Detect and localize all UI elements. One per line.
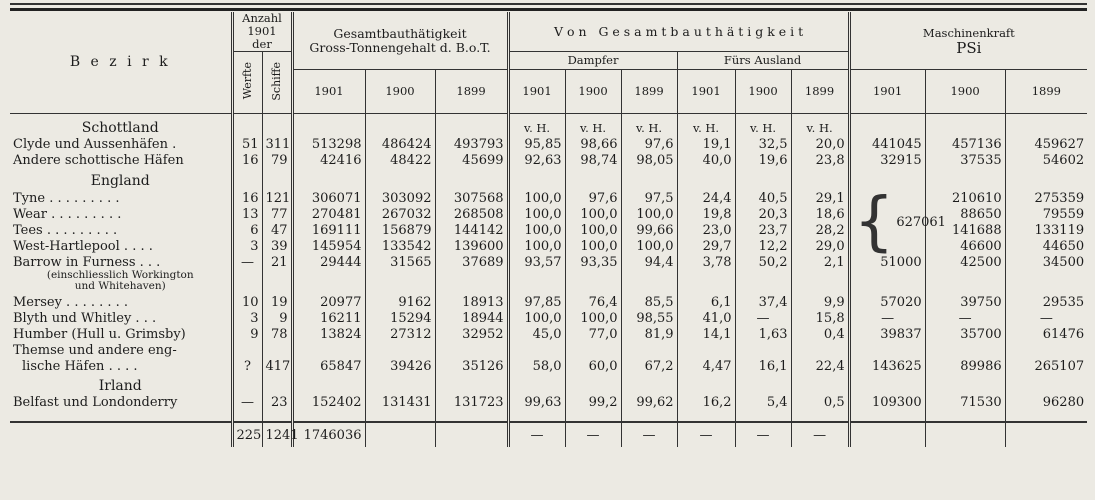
top-rule xyxy=(10,3,1087,5)
cell-g1899: 18913 xyxy=(435,294,508,310)
cell-werfte: 51 xyxy=(232,136,262,152)
cell-g1900: 303092 xyxy=(365,190,435,206)
cell-schiffe: 47 xyxy=(262,222,292,238)
cell-a1901: 41,0 xyxy=(677,310,735,326)
cell-m1901: 39837 xyxy=(849,326,925,342)
total-dash: — xyxy=(735,422,791,447)
cell-schiffe: 417 xyxy=(262,358,292,374)
cell-g1900: 267032 xyxy=(365,206,435,222)
cell-m1900: 39750 xyxy=(925,294,1005,310)
cell-schiffe: 9 xyxy=(262,310,292,326)
cell-werfte: 9 xyxy=(232,326,262,342)
cell-a1901: 24,4 xyxy=(677,190,735,206)
table-row xyxy=(10,254,1087,270)
cell-g1900: 27312 xyxy=(365,326,435,342)
cell-g1899: 37689 xyxy=(435,254,508,270)
cell-g1901: 306071 xyxy=(292,190,365,206)
row-name: Tyne . . . . . . . . . xyxy=(13,190,120,206)
cell-g1900: 31565 xyxy=(365,254,435,270)
cell-a1900: 37,4 xyxy=(735,294,791,310)
cell-m1901: — xyxy=(849,310,925,326)
cell-m1901: 57020 xyxy=(849,294,925,310)
cell-a1899: 0,5 xyxy=(791,394,849,410)
cell-a1900: 16,1 xyxy=(735,358,791,374)
table-row xyxy=(10,326,1087,342)
cell-a1899: 18,6 xyxy=(791,206,849,222)
cell-g1901: 513298 xyxy=(292,136,365,152)
cell-d1901: 100,0 xyxy=(508,190,565,206)
cell-m1899: — xyxy=(1005,310,1087,326)
cell-a1901: 4,47 xyxy=(677,358,735,374)
header-gesamt: Gesamtbauthätigkeit Gross-Tonnengehalt d. B.o.T. xyxy=(292,12,508,70)
cell-m1901: 32915 xyxy=(849,152,925,168)
cell-m1900: 35700 xyxy=(925,326,1005,342)
total-dash: — xyxy=(565,422,621,447)
cell-d1900: 100,0 xyxy=(565,206,621,222)
row-name: Belfast und Londonderry xyxy=(13,394,178,410)
cell-werfte: 3 xyxy=(232,310,262,326)
cell-g1901: 145954 xyxy=(292,238,365,254)
brace-icon: { xyxy=(853,185,895,259)
cell-g1901: 169111 xyxy=(292,222,365,238)
cell-a1899: 0,4 xyxy=(791,326,849,342)
cell-g1900: 48422 xyxy=(365,152,435,168)
cell-g1899: 144142 xyxy=(435,222,508,238)
total-schiffe: 1241 xyxy=(262,422,292,447)
cell-d1899: 81,9 xyxy=(621,326,677,342)
total-dash: — xyxy=(791,422,849,447)
cell-g1899: 307568 xyxy=(435,190,508,206)
cell-a1899: 28,2 xyxy=(791,222,849,238)
cell-g1901: 29444 xyxy=(292,254,365,270)
combined-maschine-cell xyxy=(849,185,946,259)
cell-m1900: 141688 xyxy=(925,222,1005,238)
cell-d1901: 92,63 xyxy=(508,152,565,168)
cell-g1900: 156879 xyxy=(365,222,435,238)
cell-schiffe: 79 xyxy=(262,152,292,168)
cell-g1899: 131723 xyxy=(435,394,508,410)
unit-label: v. H. xyxy=(621,114,677,137)
unit-label: v. H. xyxy=(565,114,621,137)
total-dash: — xyxy=(677,422,735,447)
cell-a1901: 3,78 xyxy=(677,254,735,270)
cell-werfte: 3 xyxy=(232,238,262,254)
year-header: 1899 xyxy=(791,70,849,114)
cell-d1901: 45,0 xyxy=(508,326,565,342)
cell-a1901: 40,0 xyxy=(677,152,735,168)
year-header: 1900 xyxy=(925,70,1005,114)
row-name-themse-2: lische Häfen . . . . xyxy=(22,358,138,374)
cell-m1900: 42500 xyxy=(925,254,1005,270)
table-row xyxy=(10,152,1087,168)
cell-a1901: 19,1 xyxy=(677,136,735,152)
cell-a1900: 20,3 xyxy=(735,206,791,222)
shipbuilding-table xyxy=(10,12,1087,447)
cell-m1899: 29535 xyxy=(1005,294,1087,310)
year-header: 1899 xyxy=(1005,70,1087,114)
group-label-irland: Irland xyxy=(98,377,142,394)
cell-a1900: 32,5 xyxy=(735,136,791,152)
cell-g1899: 45699 xyxy=(435,152,508,168)
unit-label: v. H. xyxy=(508,114,565,137)
cell-d1899: 100,0 xyxy=(621,238,677,254)
row-name: Mersey . . . . . . . . xyxy=(13,294,129,310)
cell-d1899: 97,6 xyxy=(621,136,677,152)
cell-g1901: 13824 xyxy=(292,326,365,342)
cell-werfte: 13 xyxy=(232,206,262,222)
cell-d1900: 98,74 xyxy=(565,152,621,168)
header-bezirk: B e z i r k xyxy=(10,12,232,114)
cell-m1899: 96280 xyxy=(1005,394,1087,410)
cell-a1899: 29,1 xyxy=(791,190,849,206)
year-header: 1901 xyxy=(508,70,565,114)
cell-a1901: 16,2 xyxy=(677,394,735,410)
cell-a1900: 40,5 xyxy=(735,190,791,206)
cell-d1899: 99,66 xyxy=(621,222,677,238)
cell-g1899: 32952 xyxy=(435,326,508,342)
cell-werfte: 16 xyxy=(232,190,262,206)
cell-d1901: 100,0 xyxy=(508,222,565,238)
cell-m1901: 441045 xyxy=(849,136,925,152)
cell-a1899: 29,0 xyxy=(791,238,849,254)
header-werfte: Werfte xyxy=(232,52,262,114)
cell-m1899: 54602 xyxy=(1005,152,1087,168)
cell-a1900: 1,63 xyxy=(735,326,791,342)
cell-g1899: 35126 xyxy=(435,358,508,374)
row-name: Blyth und Whitley . . . xyxy=(13,310,157,326)
group-label-schottland: Schottland xyxy=(81,119,159,136)
unit-label: v. H. xyxy=(677,114,735,137)
cell-d1900: 99,2 xyxy=(565,394,621,410)
cell-g1900: 15294 xyxy=(365,310,435,326)
cell-g1900: 131431 xyxy=(365,394,435,410)
cell-d1901: 93,57 xyxy=(508,254,565,270)
unit-label: v. H. xyxy=(791,114,849,137)
cell-a1901: 19,8 xyxy=(677,206,735,222)
table-row xyxy=(10,136,1087,152)
cell-m1901: 51000 xyxy=(849,254,925,270)
cell-m1899: 275359 xyxy=(1005,190,1087,206)
cell-a1900: — xyxy=(735,310,791,326)
cell-d1899: 97,5 xyxy=(621,190,677,206)
cell-werfte: ? xyxy=(232,358,262,374)
row-name: Wear . . . . . . . . . xyxy=(13,206,122,222)
cell-m1899: 459627 xyxy=(1005,136,1087,152)
year-header: 1901 xyxy=(849,70,925,114)
cell-g1901: 20977 xyxy=(292,294,365,310)
total-dash: — xyxy=(621,422,677,447)
header-dampfer: Dampfer xyxy=(508,52,677,70)
cell-m1899: 133119 xyxy=(1005,222,1087,238)
cell-m1901: 109300 xyxy=(849,394,925,410)
cell-g1901: 42416 xyxy=(292,152,365,168)
cell-schiffe: 19 xyxy=(262,294,292,310)
cell-a1899: 23,8 xyxy=(791,152,849,168)
cell-g1900: 486424 xyxy=(365,136,435,152)
cell-werfte: 10 xyxy=(232,294,262,310)
cell-a1899: 2,1 xyxy=(791,254,849,270)
cell-a1900: 12,2 xyxy=(735,238,791,254)
cell-d1901: 97,85 xyxy=(508,294,565,310)
header-ausland: Fürs Ausland xyxy=(677,52,849,70)
table-row xyxy=(10,394,1087,410)
cell-d1901: 99,63 xyxy=(508,394,565,410)
cell-werfte: — xyxy=(232,254,262,270)
cell-a1899: 9,9 xyxy=(791,294,849,310)
table-row xyxy=(10,294,1087,310)
cell-d1900: 93,35 xyxy=(565,254,621,270)
total-dash: — xyxy=(508,422,565,447)
cell-schiffe: 121 xyxy=(262,190,292,206)
cell-g1899: 268508 xyxy=(435,206,508,222)
cell-m1899: 265107 xyxy=(1005,358,1087,374)
unit-label: v. H. xyxy=(735,114,791,137)
cell-a1900: 5,4 xyxy=(735,394,791,410)
year-header: 1899 xyxy=(435,70,508,114)
row-name-themse-1: Themse und andere eng- xyxy=(13,342,177,358)
row-name: Barrow in Furness . . . xyxy=(13,254,161,270)
cell-werfte: 6 xyxy=(232,222,262,238)
cell-m1899: 79559 xyxy=(1005,206,1087,222)
cell-g1899: 18944 xyxy=(435,310,508,326)
cell-g1900: 133542 xyxy=(365,238,435,254)
cell-schiffe: 78 xyxy=(262,326,292,342)
cell-g1900: 39426 xyxy=(365,358,435,374)
cell-g1900: 9162 xyxy=(365,294,435,310)
totals-row xyxy=(10,422,1087,447)
cell-a1901: 29,7 xyxy=(677,238,735,254)
cell-d1900: 100,0 xyxy=(565,310,621,326)
cell-a1901: 14,1 xyxy=(677,326,735,342)
cell-m1900: 210610 xyxy=(925,190,1005,206)
total-werfte: 225 xyxy=(232,422,262,447)
cell-d1901: 100,0 xyxy=(508,310,565,326)
cell-schiffe: 77 xyxy=(262,206,292,222)
cell-a1899: 20,0 xyxy=(791,136,849,152)
cell-a1900: 23,7 xyxy=(735,222,791,238)
row-name: Tees . . . . . . . . . xyxy=(13,222,118,238)
cell-g1901: 270481 xyxy=(292,206,365,222)
cell-d1900: 77,0 xyxy=(565,326,621,342)
cell-a1901: 23,0 xyxy=(677,222,735,238)
cell-d1901: 100,0 xyxy=(508,238,565,254)
cell-m1901: 143625 xyxy=(849,358,925,374)
cell-d1901: 95,85 xyxy=(508,136,565,152)
header-anzahl: Anzahl 1901 der xyxy=(232,12,292,52)
cell-d1899: 85,5 xyxy=(621,294,677,310)
cell-m1899: 34500 xyxy=(1005,254,1087,270)
cell-g1899: 493793 xyxy=(435,136,508,152)
cell-d1900: 98,66 xyxy=(565,136,621,152)
header-schiffe: Schiffe xyxy=(262,52,292,114)
row-name: West-Hartlepool . . . . xyxy=(13,238,153,254)
cell-d1900: 100,0 xyxy=(565,222,621,238)
cell-d1899: 100,0 xyxy=(621,206,677,222)
cell-schiffe: 39 xyxy=(262,238,292,254)
cell-m1900: 89986 xyxy=(925,358,1005,374)
cell-d1899: 98,55 xyxy=(621,310,677,326)
cell-g1899: 139600 xyxy=(435,238,508,254)
cell-schiffe: 23 xyxy=(262,394,292,410)
cell-m1899: 61476 xyxy=(1005,326,1087,342)
cell-m1900: 457136 xyxy=(925,136,1005,152)
cell-g1901: 16211 xyxy=(292,310,365,326)
table-row xyxy=(10,190,1087,206)
header-maschinenkraft xyxy=(849,12,1087,70)
cell-g1901: 152402 xyxy=(292,394,365,410)
cell-d1900: 100,0 xyxy=(565,238,621,254)
cell-m1900: 71530 xyxy=(925,394,1005,410)
header-von-gesamt: V o n G e s a m t b a u t h ä t i g k e i t xyxy=(508,12,849,52)
table-row xyxy=(10,238,1087,254)
cell-d1899: 94,4 xyxy=(621,254,677,270)
total-g1901: 1746036 xyxy=(292,422,365,447)
cell-d1900: 76,4 xyxy=(565,294,621,310)
cell-werfte: 16 xyxy=(232,152,262,168)
year-header: 1900 xyxy=(565,70,621,114)
year-header: 1901 xyxy=(292,70,365,114)
cell-schiffe: 21 xyxy=(262,254,292,270)
cell-schiffe: 311 xyxy=(262,136,292,152)
row-name: Humber (Hull u. Grimsby) xyxy=(13,326,186,342)
cell-a1900: 50,2 xyxy=(735,254,791,270)
maschinenkraft-label: Maschinenkraft xyxy=(922,25,1015,40)
cell-werfte: — xyxy=(232,394,262,410)
cell-d1899: 98,05 xyxy=(621,152,677,168)
psi-label: PSi xyxy=(956,38,982,57)
cell-d1900: 60,0 xyxy=(565,358,621,374)
group-label-england: England xyxy=(90,172,150,189)
row-name: Andere schottische Häfen xyxy=(13,152,184,168)
year-header: 1899 xyxy=(621,70,677,114)
cell-d1900: 97,6 xyxy=(565,190,621,206)
top-rule-thick xyxy=(10,8,1087,11)
cell-a1901: 6,1 xyxy=(677,294,735,310)
cell-d1901: 58,0 xyxy=(508,358,565,374)
cell-m1899: 44650 xyxy=(1005,238,1087,254)
table-row xyxy=(10,358,1087,374)
cell-a1899: 22,4 xyxy=(791,358,849,374)
year-header: 1900 xyxy=(735,70,791,114)
year-header: 1901 xyxy=(677,70,735,114)
cell-d1899: 99,62 xyxy=(621,394,677,410)
cell-m1900: 37535 xyxy=(925,152,1005,168)
cell-a1899: 15,8 xyxy=(791,310,849,326)
table-row xyxy=(10,310,1087,326)
combined-m1901: 627061 xyxy=(896,214,946,230)
cell-a1900: 19,6 xyxy=(735,152,791,168)
row-name: Clyde und Aussenhäfen . xyxy=(13,136,177,152)
cell-g1901: 65847 xyxy=(292,358,365,374)
barrow-note: (einschliesslich Workington und Whitehaven) xyxy=(46,269,194,292)
cell-d1899: 67,2 xyxy=(621,358,677,374)
cell-m1900: — xyxy=(925,310,1005,326)
cell-d1901: 100,0 xyxy=(508,206,565,222)
year-header: 1900 xyxy=(365,70,435,114)
cell-m1900: 46600 xyxy=(925,238,1005,254)
cell-m1900: 88650 xyxy=(925,206,1005,222)
